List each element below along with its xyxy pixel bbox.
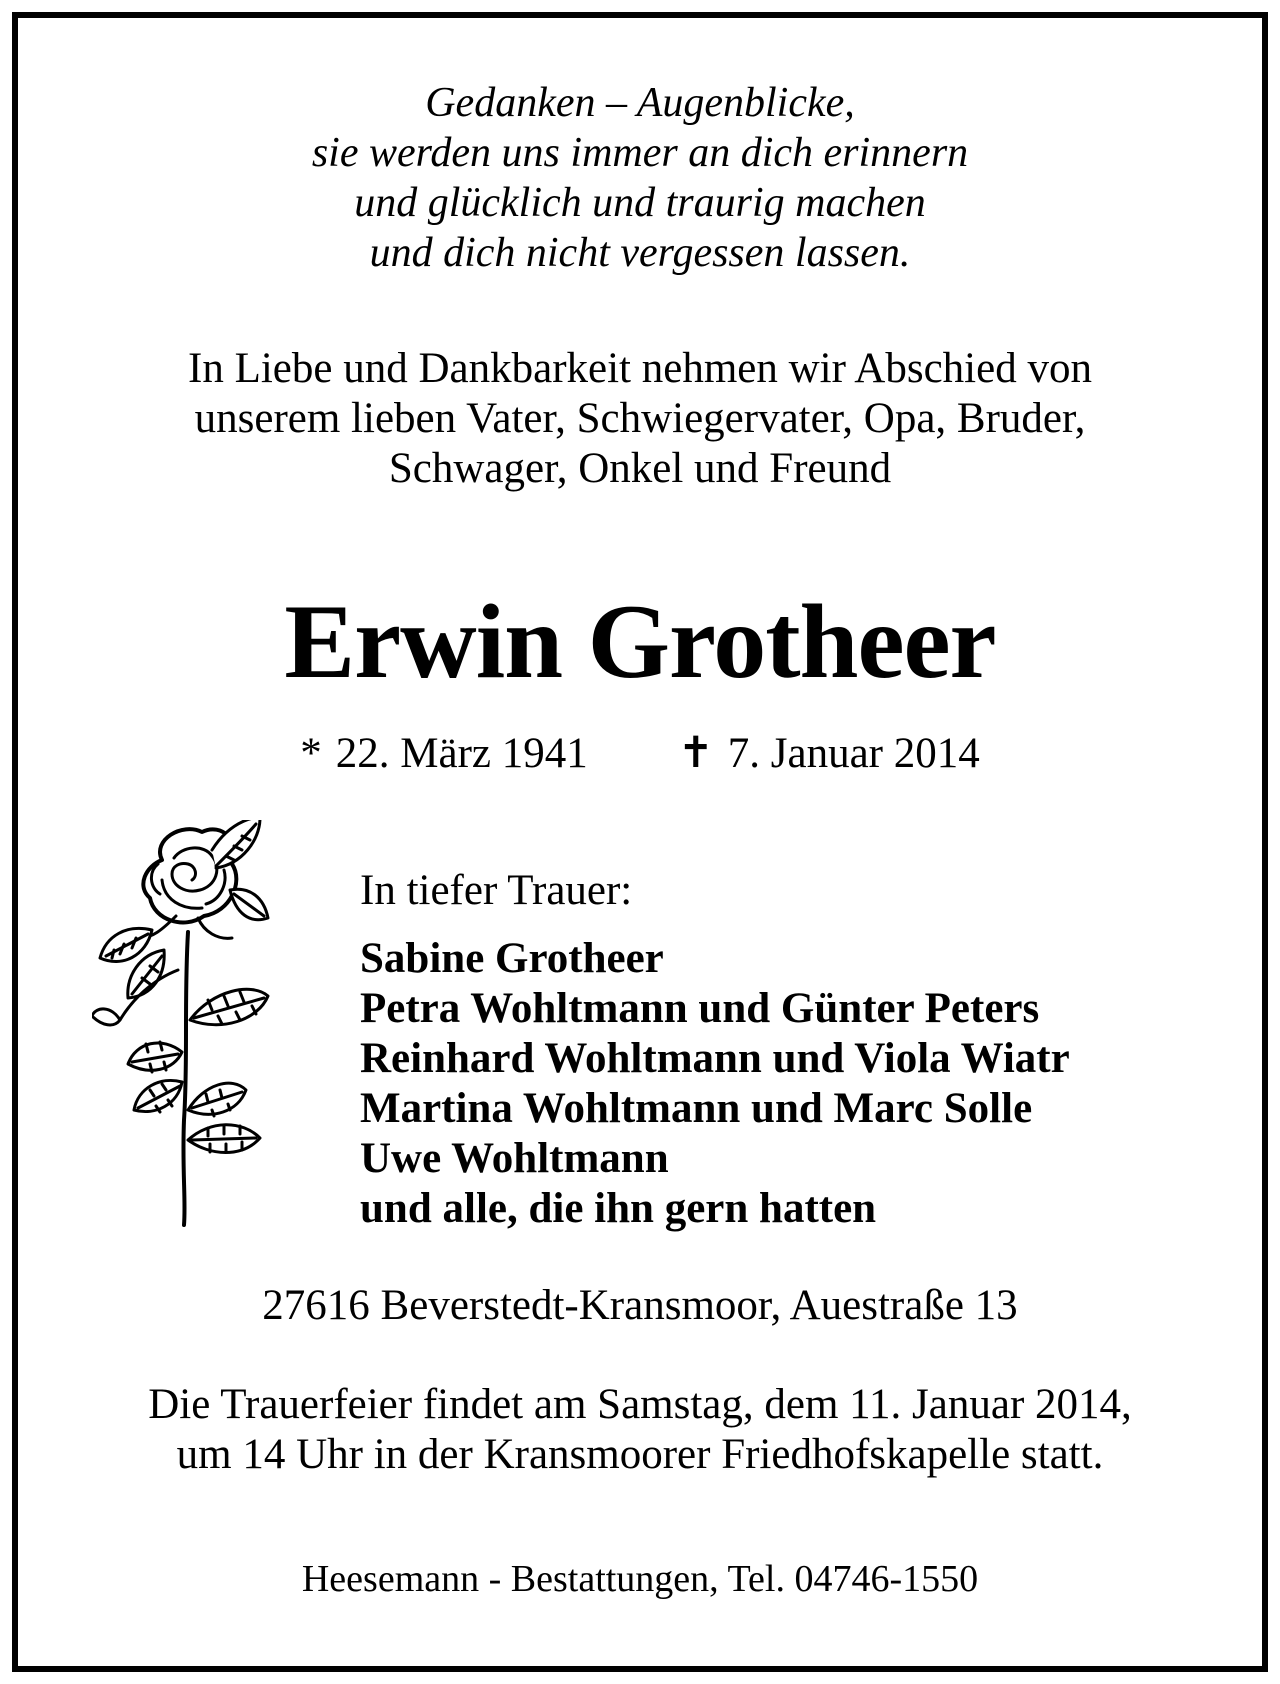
farewell-intro xyxy=(0,344,1280,494)
rose-icon xyxy=(92,820,292,1230)
intro-line: In Liebe und Dankbarkeit nehmen wir Abschied von xyxy=(188,345,1092,392)
poem-line: Gedanken – Augenblicke, xyxy=(425,80,855,126)
poem xyxy=(0,78,1280,278)
death-date: 7. Januar 2014 xyxy=(727,730,980,777)
mourner-name: und alle, die ihn gern hatten xyxy=(360,1185,877,1232)
poem-line: und dich nicht vergessen lassen. xyxy=(369,230,911,276)
funeral-service-info xyxy=(0,1380,1280,1480)
mourner-name: Sabine Grotheer xyxy=(360,935,664,982)
birth-date: 22. März 1941 xyxy=(335,730,588,777)
intro-line: Schwager, Onkel und Freund xyxy=(388,445,892,492)
mourners-label: In tiefer Trauer: xyxy=(360,867,633,914)
service-line: Die Trauerfeier findet am Samstag, dem 11. Januar 2014, xyxy=(148,1381,1132,1428)
deceased-name: Erwin Grotheer xyxy=(284,583,996,700)
address: 27616 Beverstedt-Kransmoor, Auestraße 13 xyxy=(262,1282,1018,1329)
mourners-block xyxy=(360,866,1070,1234)
mourner-name: Martina Wohltmann und Marc Solle xyxy=(360,1085,1033,1132)
mourner-name: Petra Wohltmann und Günter Peters xyxy=(360,985,1040,1032)
undertaker-contact: Heesemann - Bestattungen, Tel. 04746-1550 xyxy=(301,1558,979,1600)
service-line: um 14 Uhr in der Kransmoorer Friedhofskapelle statt. xyxy=(176,1431,1104,1478)
poem-line: und glücklich und traurig machen xyxy=(354,180,926,226)
life-dates xyxy=(0,728,1280,780)
birth-symbol: * xyxy=(300,730,322,777)
mourner-name: Reinhard Wohltmann und Viola Wiatr xyxy=(360,1035,1070,1082)
cross-icon: ✝ xyxy=(677,730,714,777)
intro-line: unserem lieben Vater, Schwiegervater, Opa, Bruder, xyxy=(194,395,1086,442)
poem-line: sie werden uns immer an dich erinnern xyxy=(311,130,969,176)
mourner-name: Uwe Wohltmann xyxy=(360,1135,669,1182)
